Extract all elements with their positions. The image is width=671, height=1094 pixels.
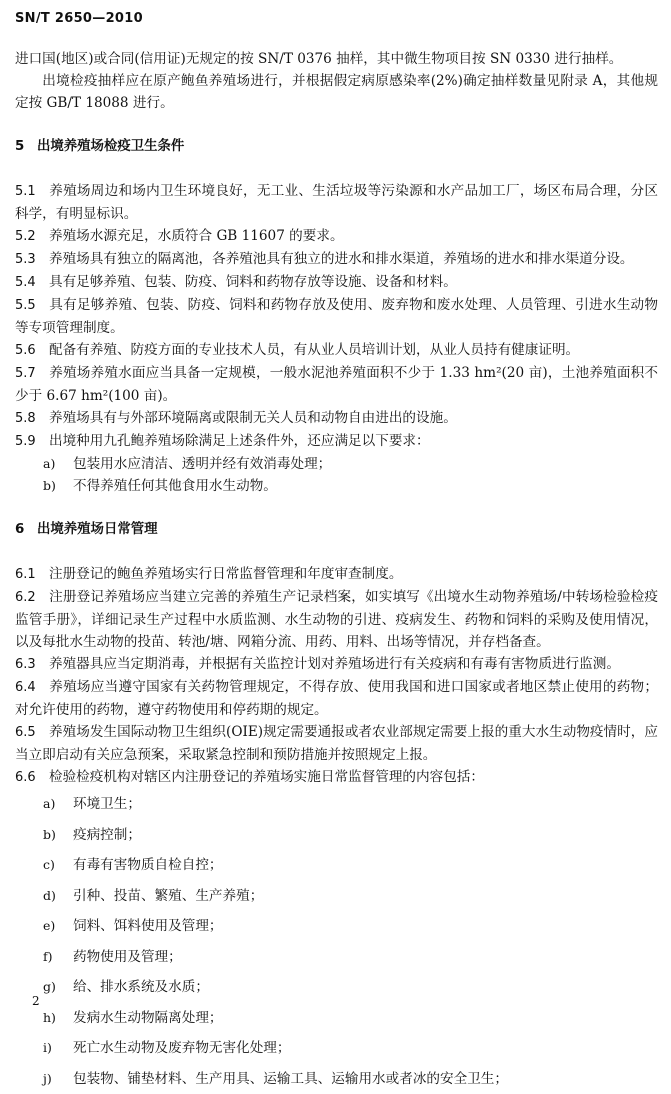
page-number: 2: [32, 994, 40, 1008]
clause: [15, 586, 658, 653]
section-title: 出境养殖场日常管理: [37, 522, 158, 537]
clause-text: 注册登记的鲍鱼养殖场实行日常监督管理和年度审查制度。: [49, 566, 402, 582]
clause-number: 5.5: [15, 295, 49, 317]
list-item: [15, 850, 658, 881]
list-item: [15, 820, 658, 851]
clause: [15, 563, 658, 586]
list-item: [15, 1064, 658, 1094]
clause: [15, 271, 658, 294]
clause: [15, 766, 658, 789]
clause: [15, 362, 658, 407]
list-marker: c): [43, 850, 73, 880]
document-body: [15, 48, 658, 1094]
section-5-heading: [15, 136, 658, 158]
clause-text: 养殖场应当遵守国家有关药物管理规定，不得存放、使用我国和进口国家或者地区禁止使用的药物；对允许使用的药物，遵守药物使用和停药期的规定。: [15, 679, 658, 718]
list-marker: i): [43, 1033, 73, 1063]
clause: [15, 676, 658, 721]
clause: [15, 180, 658, 225]
clause-text: 出境种用九孔鲍养殖场除满足上述条件外，还应满足以下要求：: [49, 433, 430, 449]
supervision-items-list: [15, 789, 658, 1094]
clause-text: 配备有养殖、防疫方面的专业技术人员，有从业人员培训计划，从业人员持有健康证明。: [49, 342, 579, 358]
clause: [15, 721, 658, 766]
clause-text: 养殖器具应当定期消毒，并根据有关监控计划对养殖场进行有关疫病和有毒有害物质进行监测。: [49, 656, 620, 672]
section-6-clauses: [15, 563, 658, 1094]
clause-number: 6.5: [15, 722, 49, 744]
clause-text: 养殖场具有独立的隔离池，各养殖池具有独立的进水和排水渠道，养殖场的进水和排水渠道分设。: [49, 251, 634, 267]
list-item: [15, 789, 658, 820]
list-marker: j): [43, 1064, 73, 1094]
list-marker: a): [43, 453, 73, 475]
list-item: [15, 475, 658, 497]
clause-number: 6.1: [15, 564, 49, 586]
standard-header: SN/T 2650—2010: [15, 11, 143, 26]
clause-number: 6.6: [15, 767, 49, 789]
clause-number: 5.9: [15, 431, 49, 453]
clause-text: 养殖场养殖水面应当具备一定规模，一般水泥池养殖面积不少于 1.33 hm²(20 亩)，土池养殖面积不少于 6.67 hm²(100 亩)。: [15, 365, 658, 404]
clause-text: 养殖场水源充足，水质符合 GB 11607 的要求。: [49, 228, 344, 244]
list-marker: d): [43, 881, 73, 911]
clause: [15, 430, 658, 453]
list-item-text: 饲料、饵料使用及管理；: [73, 918, 223, 934]
list-marker: b): [43, 475, 73, 497]
clause: [15, 407, 658, 430]
list-marker: b): [43, 820, 73, 850]
clause-text: 养殖场周边和场内卫生环境良好，无工业、生活垃圾等污染源和水产品加工厂，场区布局合理，分区科学，有明显标识。: [15, 183, 658, 222]
list-item-text: 引种、投苗、繁殖、生产养殖；: [73, 888, 263, 904]
list-marker: a): [43, 789, 73, 819]
list-item: [15, 942, 658, 973]
clause-number: 5.8: [15, 408, 49, 430]
clause: [15, 248, 658, 271]
clause: [15, 339, 658, 362]
list-marker: h): [43, 1003, 73, 1033]
clause: [15, 653, 658, 676]
list-item-text: 药物使用及管理；: [73, 949, 182, 965]
intro-paragraph-2: 出境检疫抽样应在原产鲍鱼养殖场进行，并根据假定病原感染率(2%)确定抽样数量见附录 A，其他规定按 GB/T 18088 进行。: [15, 70, 658, 114]
list-item-text: 不得养殖任何其他食用水生动物。: [73, 478, 277, 494]
clause-number: 6.2: [15, 587, 49, 609]
clause-text: 养殖场发生国际动物卫生组织(OIE)规定需要通报或者农业部规定需要上报的重大水生动物疫情时，应当立即启动有关应急预案，采取紧急控制和预防措施并按照规定上报。: [15, 724, 658, 763]
section-number: 6: [15, 519, 37, 541]
section-6-heading: [15, 519, 658, 541]
clause-text: 具有足够养殖、包装、防疫、饲料和药物存放及使用、废弃物和废水处理、人员管理、引进水生动物等专项管理制度。: [15, 297, 658, 336]
list-item-text: 发病水生动物隔离处理；: [73, 1010, 223, 1026]
section-5-clauses: [15, 180, 658, 497]
clause: [15, 225, 658, 248]
list-item-text: 环境卫生；: [73, 796, 141, 812]
requirements-list: [15, 453, 658, 497]
list-marker: f): [43, 942, 73, 972]
clause-text: 具有足够养殖、包装、防疫、饲料和药物存放等设施、设备和材料。: [49, 274, 457, 290]
list-marker: g): [43, 972, 73, 1002]
clause-number: 5.4: [15, 272, 49, 294]
list-item: [15, 453, 658, 475]
list-marker: e): [43, 911, 73, 941]
list-item-text: 有毒有害物质自检自控；: [73, 857, 223, 873]
clause: [15, 294, 658, 339]
list-item-text: 包装物、铺垫材料、生产用具、运输工具、运输用水或者冰的安全卫生；: [73, 1071, 508, 1087]
list-item-text: 包装用水应清洁、透明并经有效消毒处理；: [73, 456, 331, 472]
list-item: [15, 1033, 658, 1064]
list-item: [15, 1003, 658, 1034]
clause-number: 6.4: [15, 677, 49, 699]
section-title: 出境养殖场检疫卫生条件: [37, 139, 184, 154]
list-item-text: 给、排水系统及水质；: [73, 979, 209, 995]
list-item: [15, 881, 658, 912]
clause-number: 5.7: [15, 363, 49, 385]
clause-text: 检验检疫机构对辖区内注册登记的养殖场实施日常监督管理的内容包括：: [49, 769, 484, 785]
list-item: [15, 911, 658, 942]
clause-number: 5.1: [15, 181, 49, 203]
clause-number: 5.6: [15, 340, 49, 362]
list-item: [15, 972, 658, 1003]
list-item-text: 死亡水生动物及废弃物无害化处理；: [73, 1040, 291, 1056]
clause-text: 注册登记养殖场应当建立完善的养殖生产记录档案，如实填写《出境水生动物养殖场/中转场检验检疫监管手册》，详细记录生产过程中水质监测、水生动物的引进、疫病发生、药物和饲料的采购及使用情况，以及每批水生动物的投苗、转池/塘、网箱分流、用药、用料、出场等情况，并存档备查。: [15, 589, 658, 650]
intro-paragraph-1: 进口国(地区)或合同(信用证)无规定的按 SN/T 0376 抽样，其中微生物项目按 SN 0330 进行抽样。: [15, 48, 658, 70]
clause-text: 养殖场具有与外部环境隔离或限制无关人员和动物自由进出的设施。: [49, 410, 457, 426]
list-item-text: 疫病控制；: [73, 827, 141, 843]
clause-number: 6.3: [15, 654, 49, 676]
section-number: 5: [15, 136, 37, 158]
clause-number: 5.3: [15, 249, 49, 271]
clause-number: 5.2: [15, 226, 49, 248]
